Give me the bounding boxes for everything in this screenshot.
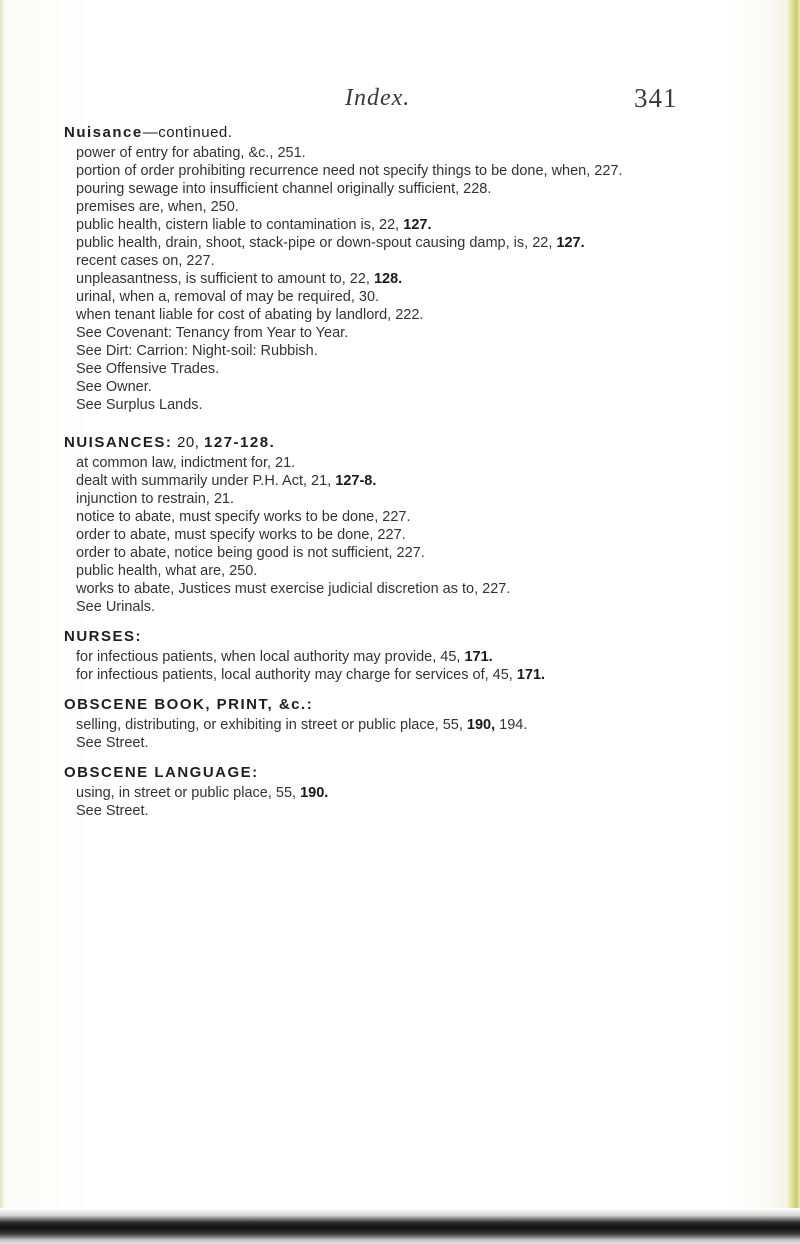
- heading-term: OBSCENE BOOK, PRINT, &c.:: [64, 696, 314, 713]
- page-right-edge: [788, 0, 800, 1244]
- heading-term: NURSES:: [64, 628, 143, 645]
- section-heading: [64, 434, 744, 452]
- entry-list: [64, 784, 744, 820]
- index-entry: See Dirt: Carrion: Night-soil: Rubbish.: [76, 343, 318, 359]
- index-entry: See Offensive Trades.: [76, 361, 220, 377]
- index-section: [64, 124, 744, 414]
- index-entry: at common law, indictment for, 21.: [76, 455, 296, 471]
- bold-page-ref: 128.: [373, 271, 403, 287]
- running-title: Index.: [345, 85, 411, 111]
- index-entry: public health, drain, shoot, stack-pipe or down-spout causing damp, is, 22, 127.: [76, 235, 585, 251]
- index-entry: for infectious patients, local authority may charge for services of, 45, 171.: [76, 667, 546, 683]
- index-entry: when tenant liable for cost of abating by landlord, 222.: [76, 307, 424, 323]
- index-entry: selling, distributing, or exhibiting in street or public place, 55, 190, 194.: [76, 717, 528, 733]
- scan-bottom-edge: [0, 1208, 800, 1244]
- section-heading: [64, 764, 744, 782]
- section-heading: [64, 696, 744, 714]
- heading-bold-pages: 127-128.: [204, 434, 276, 451]
- index-entry: pouring sewage into insufficient channel originally sufficient, 228.: [76, 181, 492, 197]
- index-entry: notice to abate, must specify works to be done, 227.: [76, 509, 411, 525]
- entry-list: [64, 454, 744, 616]
- bold-page-ref: 190.: [300, 785, 329, 801]
- index-entry: See Covenant: Tenancy from Year to Year.: [76, 325, 349, 341]
- entry-list: [64, 716, 744, 752]
- heading-term: OBSCENE LANGUAGE:: [64, 764, 259, 781]
- index-section: [64, 764, 744, 820]
- page-left-edge: [0, 0, 6, 1244]
- bold-page-ref: 127-8.: [335, 473, 377, 489]
- page-number: 341: [634, 83, 678, 113]
- heading-pages: —continued.: [142, 124, 233, 141]
- index-entry: recent cases on, 227.: [76, 253, 215, 269]
- heading-term: NUISANCES:: [64, 434, 173, 451]
- index-entry: See Surplus Lands.: [76, 397, 203, 413]
- index-entry: works to abate, Justices must exercise judicial discretion as to, 227.: [76, 581, 511, 597]
- index-section: [64, 434, 744, 616]
- index-entry: public health, cistern liable to contamination is, 22, 127.: [76, 217, 432, 233]
- index-entry: premises are, when, 250.: [76, 199, 239, 215]
- index-entry: portion of order prohibiting recurrence need not specify things to be done, when, 227.: [76, 163, 623, 179]
- index-section: [64, 628, 744, 684]
- index-entry: order to abate, must specify works to be done, 227.: [76, 527, 406, 543]
- index-entry: using, in street or public place, 55, 190.: [76, 785, 329, 801]
- index-entry: See Street.: [76, 803, 149, 819]
- index-entry: See Street.: [76, 735, 149, 751]
- index-section: [64, 696, 744, 752]
- bold-page-ref: 171.: [464, 649, 493, 665]
- bold-page-ref: 127.: [403, 217, 432, 233]
- heading-pages: 20,: [172, 434, 205, 451]
- section-heading: [64, 628, 744, 646]
- index-entry: unpleasantness, is sufficient to amount to, 22, 128.: [76, 271, 403, 287]
- index-entry: public health, what are, 250.: [76, 563, 258, 579]
- heading-term: Nuisance: [64, 124, 143, 141]
- index-entry: power of entry for abating, &c., 251.: [76, 145, 306, 161]
- index-entry: urinal, when a, removal of may be required, 30.: [76, 289, 380, 305]
- index-entry: See Owner.: [76, 379, 152, 395]
- index-entry: See Urinals.: [76, 599, 155, 615]
- entry-list: [64, 144, 744, 414]
- index-entry: order to abate, notice being good is not sufficient, 227.: [76, 545, 425, 561]
- section-heading: [64, 124, 744, 142]
- index-entry: injunction to restrain, 21.: [76, 491, 234, 507]
- entry-list: [64, 648, 744, 684]
- bold-page-ref: 190,: [466, 717, 496, 733]
- bold-page-ref: 127.: [556, 235, 585, 251]
- bold-page-ref: 171.: [516, 667, 546, 683]
- index-content: [64, 124, 744, 820]
- index-entry: for infectious patients, when local authority may provide, 45, 171.: [76, 649, 493, 665]
- index-entry: dealt with summarily under P.H. Act, 21, 127-8.: [76, 473, 377, 489]
